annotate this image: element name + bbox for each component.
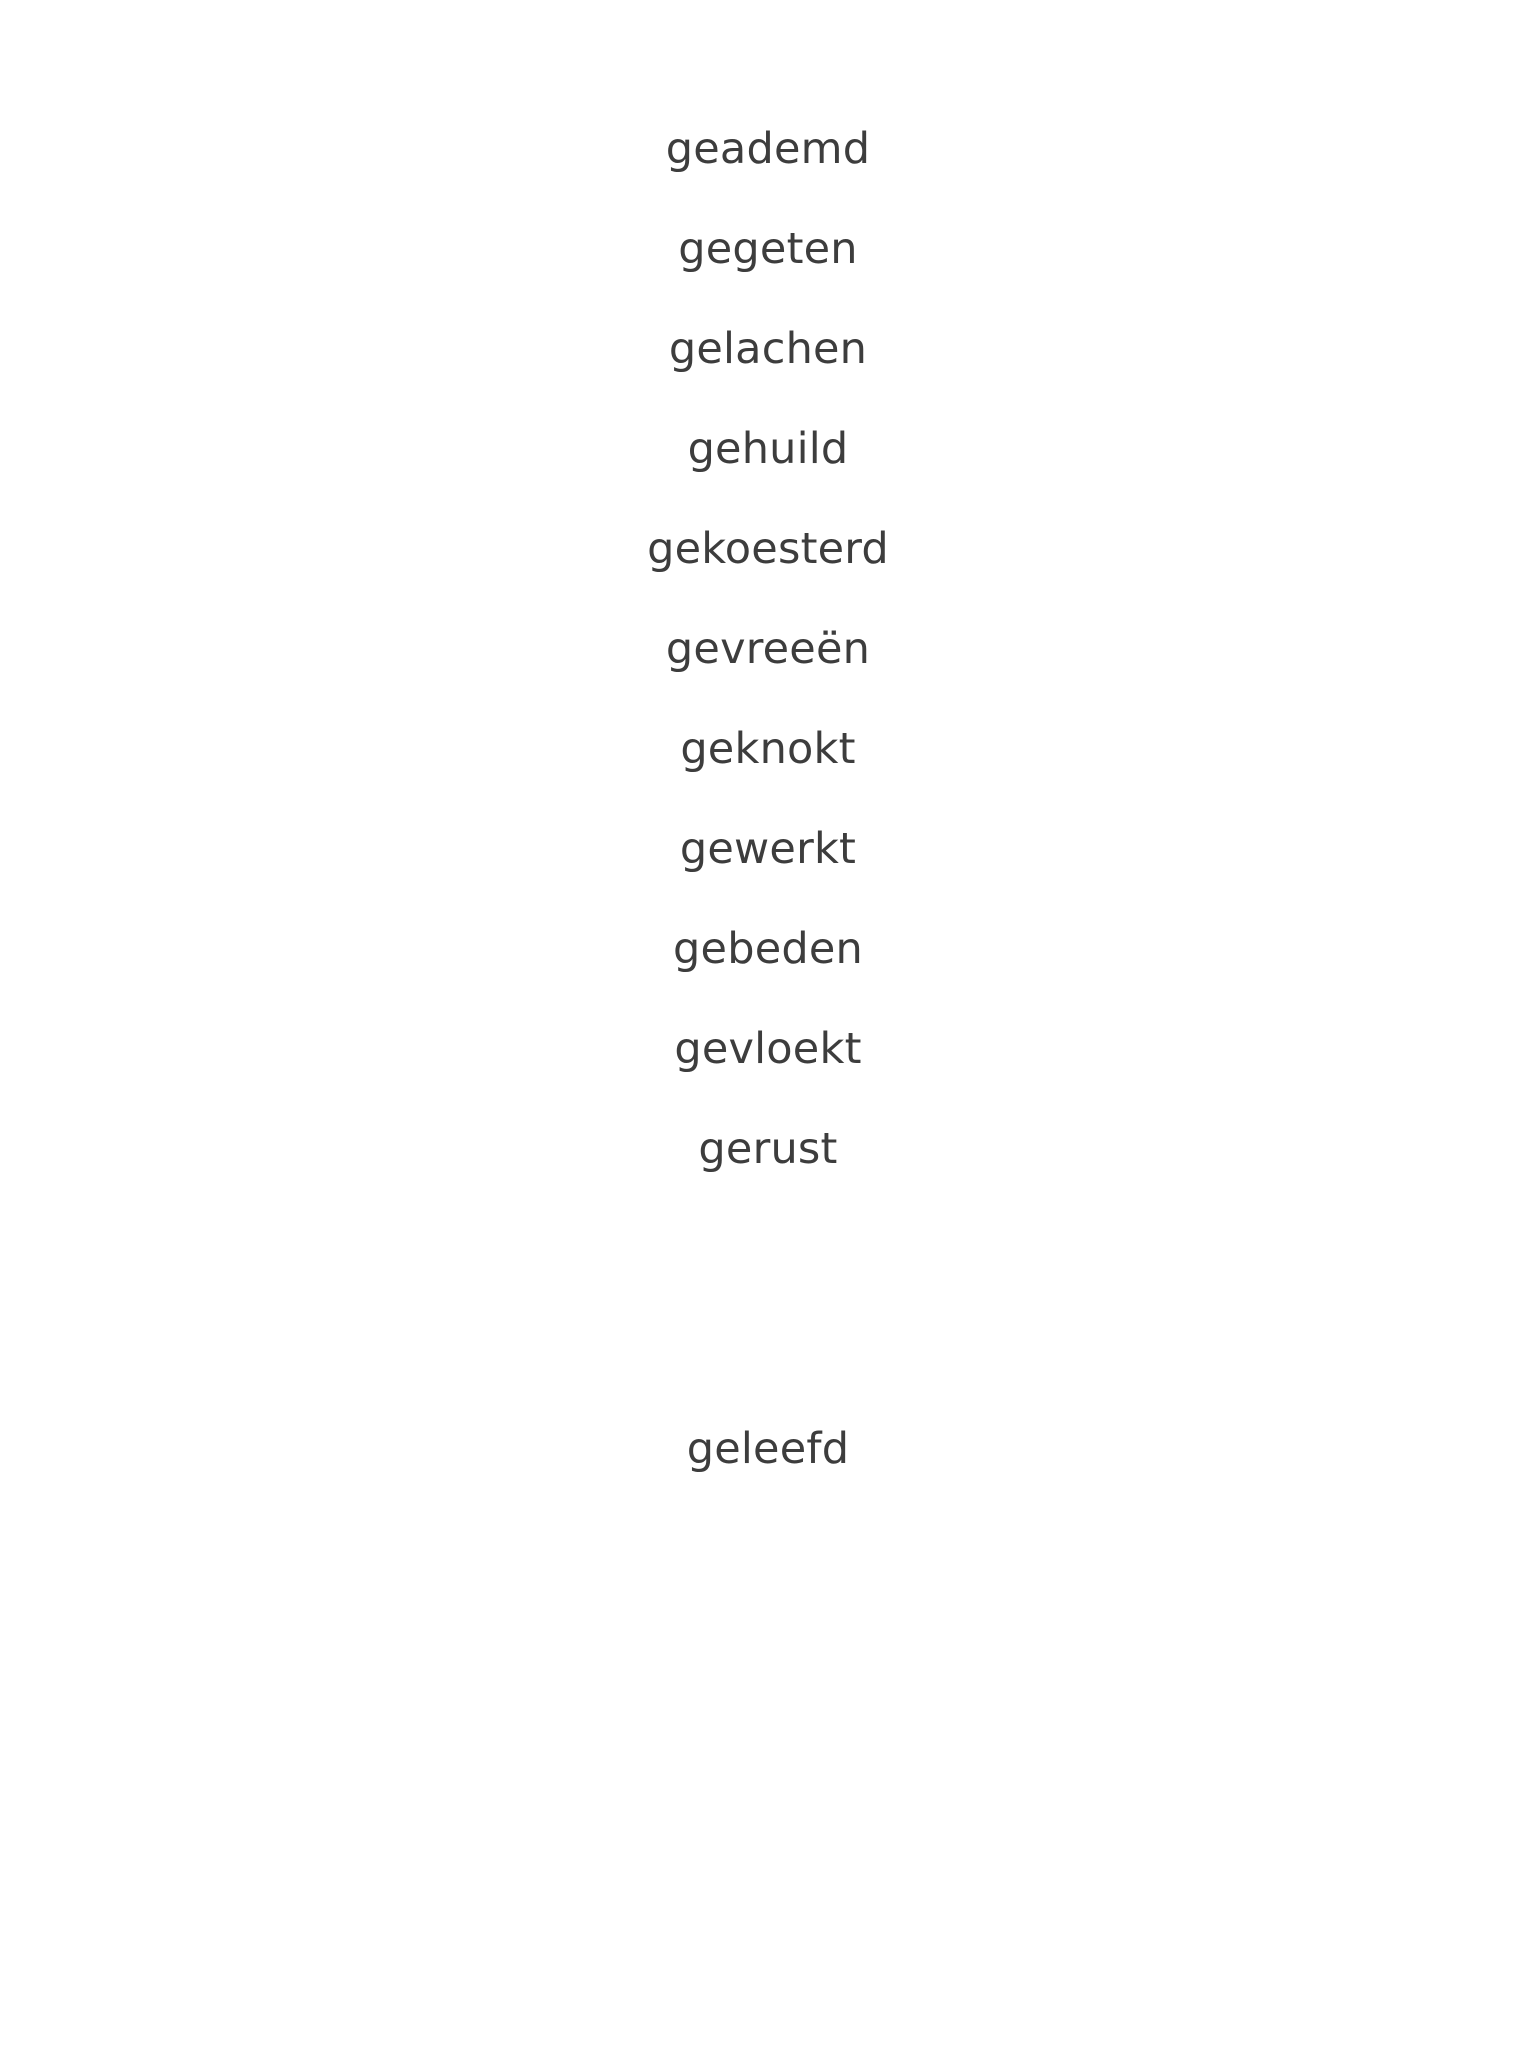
list-item: gevreeën xyxy=(665,624,871,674)
list-item: geleefd xyxy=(686,1424,850,1474)
list-item: gekoesterd xyxy=(647,524,889,574)
list-item: gebeden xyxy=(673,924,863,974)
list-item: geademd xyxy=(665,124,871,174)
list-item: gehuild xyxy=(687,424,849,474)
list-item: gerust xyxy=(698,1124,838,1174)
list-item: geknokt xyxy=(680,724,856,774)
list-item: gelachen xyxy=(668,324,868,374)
list-item: gevloekt xyxy=(674,1024,862,1074)
word-list xyxy=(0,124,1536,1528)
list-item: gewerkt xyxy=(679,824,857,874)
list-item: gegeten xyxy=(678,224,858,274)
